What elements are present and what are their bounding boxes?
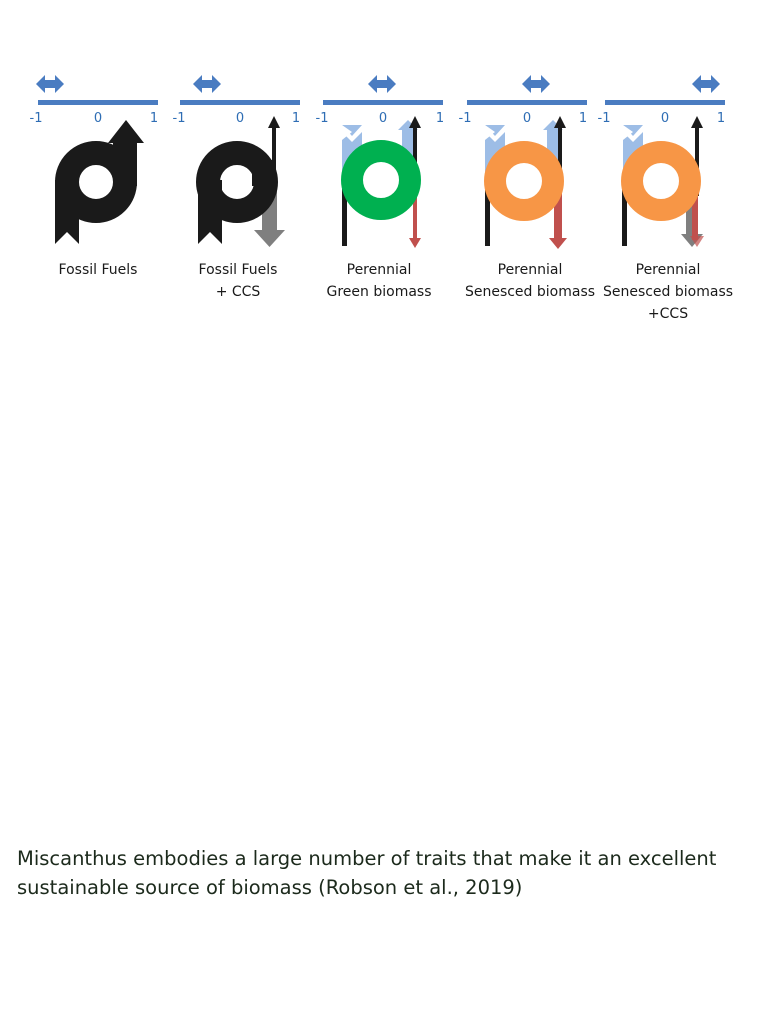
caption-text: Miscanthus embodies a large number of traits that make it an excellent sustainable source of biomass (Robson et al., 2019) bbox=[17, 847, 717, 899]
double-arrow-icon bbox=[692, 75, 720, 93]
scale-mid-label: 0 bbox=[522, 111, 532, 126]
double-arrow-icon bbox=[36, 75, 64, 93]
scale-min-label: -1 bbox=[458, 111, 472, 126]
scale-min-label: -1 bbox=[172, 111, 186, 126]
carbon-balance-diagram bbox=[0, 0, 768, 340]
scale-bar bbox=[605, 100, 725, 105]
panel-perennial-senesced-ccs bbox=[598, 75, 734, 322]
scale-mid-label: 0 bbox=[93, 111, 103, 126]
black-loop-arrow-icon bbox=[55, 120, 144, 244]
panel-label-line: Perennial bbox=[346, 262, 412, 278]
scale-max-label: 1 bbox=[716, 111, 726, 126]
scale-max-label: 1 bbox=[149, 111, 159, 126]
scale-bar bbox=[180, 100, 300, 105]
panel-label-line: Fossil Fuels bbox=[58, 262, 138, 278]
scale-fossil-fuels bbox=[30, 75, 159, 126]
scale-max-label: 1 bbox=[578, 111, 588, 126]
scale-min-label: -1 bbox=[597, 111, 611, 126]
panel-label-line: Senesced biomass bbox=[602, 284, 734, 300]
scale-fossil-fuels-ccs bbox=[173, 75, 301, 126]
green-ring-icon bbox=[342, 116, 421, 248]
panel-label-line: Fossil Fuels bbox=[198, 262, 278, 278]
panel-label-line: Green biomass bbox=[326, 284, 432, 300]
scale-max-label: 1 bbox=[291, 111, 301, 126]
scale-perennial-senesced bbox=[459, 75, 588, 126]
panel-label-line: + CCS bbox=[215, 284, 261, 300]
scale-min-label: -1 bbox=[315, 111, 329, 126]
scale-max-label: 1 bbox=[435, 111, 445, 126]
scale-bar bbox=[38, 100, 158, 105]
scale-perennial-senesced-ccs bbox=[598, 75, 726, 126]
scale-bar bbox=[467, 100, 587, 105]
panel-perennial-senesced bbox=[459, 75, 596, 300]
double-arrow-icon bbox=[193, 75, 221, 93]
double-arrow-icon bbox=[522, 75, 550, 93]
panel-label-line: Perennial bbox=[497, 262, 563, 278]
panel-label-line: Perennial bbox=[635, 262, 701, 278]
double-arrow-icon bbox=[368, 75, 396, 93]
panel-perennial-green bbox=[316, 75, 445, 300]
orange-ring-icon bbox=[485, 116, 567, 249]
panel-label-line: +CCS bbox=[647, 306, 689, 322]
panel-fossil-fuels-ccs bbox=[173, 75, 301, 300]
black-loop-with-gray-down-arrow-icon bbox=[198, 116, 285, 247]
scale-mid-label: 0 bbox=[378, 111, 388, 126]
scale-bar bbox=[323, 100, 443, 105]
orange-ring-with-gray-arrow-icon bbox=[622, 116, 704, 247]
scale-min-label: -1 bbox=[29, 111, 43, 126]
panel-label-line: Senesced biomass bbox=[464, 284, 596, 300]
scale-mid-label: 0 bbox=[660, 111, 670, 126]
panel-fossil-fuels bbox=[30, 75, 159, 278]
scale-perennial-green bbox=[316, 75, 445, 126]
scale-mid-label: 0 bbox=[235, 111, 245, 126]
